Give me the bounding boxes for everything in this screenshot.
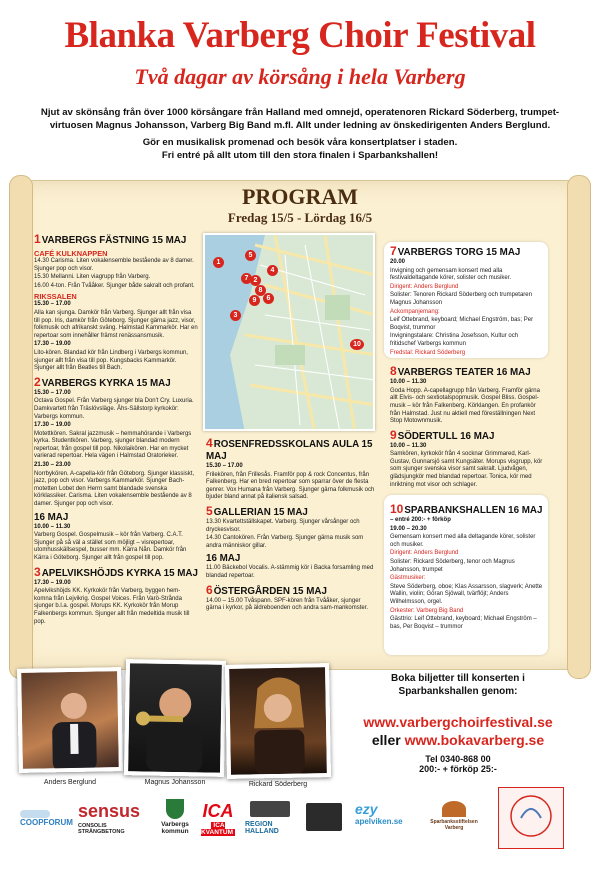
map-pin[interactable]: 2 <box>250 275 261 286</box>
logo-museum-icon <box>306 803 342 831</box>
booking-url-1[interactable]: www.varbergchoirfestival.se <box>363 714 553 730</box>
event-time: 10.00 – 11.30 <box>390 379 427 386</box>
map-graphic <box>205 235 375 431</box>
event: 15.30 Mellanni. Liten viagrupp från Varberg. <box>34 274 151 281</box>
map-pin[interactable]: 6 <box>263 293 274 304</box>
event-time: 15.30 – 17.00 <box>34 389 71 396</box>
event: Invigning och gemensam konsert med alla festivaldeltagande körer, solister och musiker. <box>390 267 512 282</box>
map-pin[interactable]: 1 <box>213 257 224 268</box>
venue-10-heading: 10SPARBANKSHALLEN 16 MAJ <box>390 502 543 516</box>
map-pin[interactable]: 5 <box>245 250 256 261</box>
photo-anders-berglund <box>17 667 123 773</box>
event: Gästtrio: Leif Ottebrand, keyboard; Michael Engström – bas, Per Boqvist – trummor <box>390 616 537 630</box>
city-map <box>203 233 375 431</box>
emblem-icon <box>499 788 563 848</box>
venue-7-heading: 7VARBERGS TORG 15 MAJ <box>390 244 521 258</box>
venue-2-day: 16 MAJ <box>34 511 69 523</box>
event: Octava Gospel. Från Varberg sjunger bla Don't Cry. Luxuria. Damkvartett från Träslövsläge. Åhs-Sällstorp kyrkokör: Varbergs kommun. <box>34 398 194 420</box>
event: Apelvikshöjds KK. Kyrkokör från Varberg, byggen hem-komna från Lejvikrig. Gospel Voices. Från Varö-Strånda sjunger b.l.a. gospel. Morups KK. Kyrkokör från Morup Falkenbergs kommun. Sjunger allt från medeltida musik till pop. <box>34 588 190 625</box>
event: Fredstal: Rickard Söderberg <box>390 349 466 356</box>
logo-sparbanksstiftelsen <box>428 801 480 831</box>
intro-paragraph-3: Fri entré på allt utom till den stora finalen i Sparbankshallen! <box>161 150 439 161</box>
event-time: 17.30 – 19.00 <box>34 341 71 348</box>
logo-text: Varbergs kommun <box>161 821 189 835</box>
portrait-graphic <box>21 671 123 773</box>
venue-2-heading: 2VARBERGS KYRKA 15 MAJ <box>34 374 171 389</box>
logo-region-halland: REGION HALLAND <box>245 821 279 835</box>
map-pin[interactable]: 9 <box>249 295 260 306</box>
booking-price: 200:- + förköp 25:- <box>419 764 497 774</box>
shield-icon <box>166 799 184 819</box>
map-pin[interactable]: 8 <box>255 285 266 296</box>
event: Dirigent: Anders Berglund <box>390 550 459 557</box>
venue-5-day: 16 MAJ <box>206 553 241 565</box>
event: Alla kan sjunga. Damkör från Varberg. Sjunger allt från visa till pop. Iris, damkör från Göteborg. Sjunger gärna jazz, visor, folkmusik och afrikanskt sväng. Halmstad Kammarkör. Har en repertoar som innehåller främst renässansmusik. <box>34 309 198 339</box>
photo-caption-3: Rickard Söderberg <box>248 781 308 788</box>
ezy-icon: ezy <box>355 801 378 817</box>
event-time: 10.00 – 11.30 <box>34 523 71 530</box>
festival-emblem <box>498 787 564 849</box>
event: 16.00 4-ton. Från Tvååker. Sjunger både sakralt och profant. <box>34 282 195 289</box>
logo-sensus: sensus <box>78 801 141 821</box>
venue-9-heading: 9SÖDERTULL 16 MAJ <box>390 427 495 442</box>
booking-url-2[interactable]: www.bokavarberg.se <box>404 732 545 748</box>
booking-line-2: Sparbankshallen genom: <box>398 686 518 697</box>
event: Goda Hopp. A-capellagrupp från Varberg. Framför gärna allt Elvis- och sextiotalspopmusik. Gospel Bliss. Gospel-musik – kör från Falkenberg. Körklangen. En profankör från Halmstad. Just nu aktiell med föreställningen Next Stop Motownmusik. <box>390 387 540 425</box>
venue-8-heading: 8VARBERGS TEATER 16 MAJ <box>390 364 531 379</box>
event-time: 19.00 – 20.30 <box>390 525 427 532</box>
logo-building-icon <box>250 801 290 817</box>
event: Norrbykören. A-capella-kör från Göteborg. Sjunger klassiskt, jazz, pop och visor. Varbergs Kammarkör. Sjunger Bach-motetten Lobet den Herrn samt blandade svenska körklassiker. Carisma. Liten vokalensemble bestående av 8 damer. Sjunger pop och visor. <box>34 470 195 508</box>
event: 14.30 Cantokören. Från Varberg. Sjunger gärna musik som andra människor gillar. <box>206 535 364 549</box>
portrait-graphic <box>128 663 222 773</box>
logo-text: apelviken.se <box>355 817 403 826</box>
event: Solister: Tenoren Rickard Söderberg och trumpetaren Magnus Johansson <box>390 292 532 306</box>
event-time: 20.00 <box>390 259 406 265</box>
event: 13.30 Kvartettställskapet. Varberg. Sjunger vårsånger och dryckesvisor. <box>206 518 360 533</box>
map-pin[interactable]: 4 <box>267 265 278 276</box>
tree-icon <box>442 801 466 817</box>
event: Ackompanjemang: <box>390 308 440 315</box>
event: Frilekören, från Frillesås. Framför pop & rock Concentus, från Falkenberg. Har en bred repertoar som sparrar över de flesta genrer. Vox Humana från Varberg. Sjunger gärna folkmusik och bjuder bland annat på italiensk salsad. <box>206 471 375 501</box>
logo-coop-forum <box>20 809 73 827</box>
event: 11.00 Bäckebol Vocalis. A-stämmig kör i Backa forsamling med blandad repertoar. <box>206 565 374 579</box>
logo-apelviken <box>355 801 403 826</box>
sponsor-logos <box>0 795 600 855</box>
intro-paragraph-1: Njut av skönsång från över 1000 körsångare från Halland med omnejd, operatenoren Rickard Söderberg, trumpet-virtuosen Magnus Johansson, Varberg Big Band m.fl. Allt under ledning av önskedirigenten Anders Berglund. <box>40 107 560 131</box>
event-time: 17.30 – 19.00 <box>34 579 71 586</box>
venue-3-heading: 3APELVIKSHÖJDS KYRKA 15 MAJ <box>34 564 198 579</box>
logo-text: COOPFORUM <box>20 818 73 827</box>
portrait-graphic <box>229 667 327 775</box>
program-dates: Fredag 15/5 - Lördag 16/5 <box>227 210 373 225</box>
event: Varberg Gospel. Gospelmusik – kör från Varberg. C.A.T. Sjunger på så väl a stället som möjligt – visrepertoar, utomhusskällsespel, busser mm. Kärra Nån. Damkör från Kärra i Göteborg. Sjunger allt från gospel till pop. <box>34 532 187 561</box>
event: Steve Söderberg, oboe; Klas Assarsson, slagverk; Anette Wallin, violin; Göran Sjöwall, tvärflöjt; Anders Wilhelmsson, orgel. <box>390 583 543 605</box>
booking-or: eller <box>371 732 401 748</box>
festival-title: Blanka Varberg Choir Festival <box>64 15 536 56</box>
event-time: 15.30 – 17.00 <box>34 301 71 308</box>
intro-text <box>24 106 576 166</box>
booking-alt <box>328 732 588 748</box>
festival-subtitle: Två dagar av körsång i hela Varberg <box>134 64 466 89</box>
venue-5-heading: 5GALLERIAN 15 MAJ <box>206 503 308 518</box>
logo-consolis: CONSOLIS STRÄNGBETONG <box>78 823 125 835</box>
venue-1-sub-1: CAFÉ KULKNAPPEN <box>34 249 108 258</box>
logo-ica <box>196 801 240 836</box>
booking-line-1: Boka biljetter till konserten i <box>391 673 525 684</box>
venue-1-heading: 1VARBERGS FÄSTNING 15 MAJ <box>34 232 187 246</box>
venue-4-heading: 4ROSENFREDSSKOLANS AULA 15 MAJ <box>206 436 373 462</box>
booking-tel: Tel 0340-868 00 <box>425 754 491 764</box>
event: Samkören, kyrkokör från 4 socknar Grimmared, Karl-Gustav, Gunnarsjö samt Kungsäter. Morups visgrupp, kör som sjunger svenska visor samt sakralt. Ljudvågen, glädsjungkör med blandad repertoar. Tonica, kör med inriktning mot visor och schlager. <box>390 451 543 488</box>
event-time: 17.30 – 19.00 <box>34 422 71 429</box>
event: Gästmusiker: <box>390 575 426 582</box>
map-pin[interactable]: 10 <box>350 339 364 350</box>
logo-text: Sparbanksstiftelsen Varberg <box>430 819 478 831</box>
intro-paragraph-2: Gör en musikalisk promenad och besök våra konsertplatser i staden. <box>142 137 458 148</box>
map-pin[interactable]: 3 <box>230 310 241 321</box>
photo-caption-2: Magnus Johansson <box>144 779 206 786</box>
ica-icon: ICA <box>202 801 234 821</box>
venue-6-heading: 6ÖSTERGÅRDEN 15 MAJ <box>206 582 327 597</box>
event: Leif Ottebrand, keyboard; Michael Engström, bas; Per Boqvist, trummor <box>390 317 534 331</box>
photo-magnus-johansson <box>124 659 226 777</box>
event-time: 10.00 – 11.30 <box>390 442 427 449</box>
event: Motettkören. Sakral jazzmusik – hemmahörande i Varbergs kyrka. Studentkören. Varberg, sjunger blandad modern repertoar, från gospel till pop. Nikolaikören. Har en mycket varierad repertoar. Hela vägen i Halmstad Oratorieker. <box>34 430 192 460</box>
booking-block <box>328 672 588 774</box>
event: Orkester: Varberg Big Band <box>390 607 464 614</box>
event: Invigningstalare: Christina Josefsson, Kultur och fritidschef Varbergs kommun <box>390 333 519 347</box>
event: Solister: Rickard Söderberg, tenor och Magnus Johansson, trumpet <box>390 558 515 573</box>
event-time: 21.30 – 23.00 <box>34 462 71 469</box>
program-middle-column <box>206 434 376 614</box>
event-time: 15.30 – 17.00 <box>206 463 243 469</box>
photo-caption-1: Anders Berglund <box>43 779 97 786</box>
logo-varbergs-kommun <box>155 799 195 835</box>
venue-1-sub-2: RIKSSALEN <box>34 292 77 302</box>
program-title: PROGRAM <box>241 184 359 209</box>
event: Gemensam konsert med alla deltagande körer, solister och musiker. <box>390 534 536 548</box>
map-pin[interactable]: 7 <box>241 273 252 284</box>
event: Lito-kören. Blandad kör från Lindberg i Varbergs kommun, sjunger allt från visa till pop. Kungsbacks Kammarkör. Sjunger allt från Beatles till Bach. <box>34 349 188 372</box>
program-left-column <box>34 230 198 627</box>
coop-icon <box>20 810 50 818</box>
event: 14.30 Carisma. Liten vokalensemble bestående av 8 damer. Sjunger pop och visor. <box>34 258 194 272</box>
event: Dirigent: Anders Berglund <box>390 283 459 290</box>
program-right-column <box>390 242 544 490</box>
event: 14.00 – 15.00 Tvåspann. SPF-kören från Tvååker, sjunger gärna i kyrkor, på äldreboenden och andra sam-mankomster. <box>206 597 369 612</box>
logo-text: ICA KVANTUM <box>200 822 233 836</box>
photo-rickard-soderberg <box>225 663 331 779</box>
venue-10-block <box>390 500 544 632</box>
event: – entré 200:- + förköp <box>390 517 451 523</box>
